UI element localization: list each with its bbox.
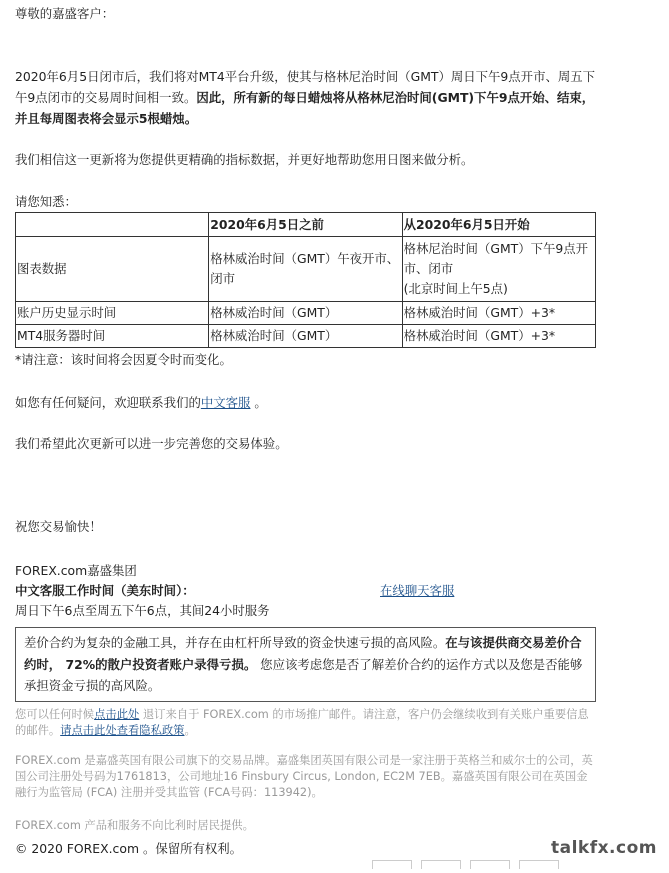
row-after-note: (北京时间上午5点) — [403, 281, 508, 296]
table-header — [16, 213, 209, 237]
unsubscribe-link[interactable]: 点击此处 — [94, 708, 140, 721]
dst-footnote: *请注意：该时间将会因夏令时而变化。 — [15, 352, 232, 367]
closing-paragraph: 我们希望此次更新可以进一步完善您的交易体验。 — [15, 436, 288, 451]
greeting: 尊敬的嘉盛客户： — [15, 6, 115, 21]
copyright: © 2020 FOREX.com 。保留所有权利。 — [15, 841, 243, 856]
notice-label: 请您知悉： — [15, 194, 77, 209]
support-hours: 周日下午6点至周五下午6点，其间24小时服务 — [15, 603, 270, 618]
table-header-row — [16, 213, 596, 237]
social-icon[interactable] — [372, 860, 412, 869]
risk-warning-box — [15, 627, 596, 702]
chinese-support-link[interactable]: 中文客服 — [200, 395, 251, 410]
unsub-prefix: 您可以任何时候 — [15, 708, 95, 721]
contact-prefix: 如您有任何疑问，欢迎联系我们的 — [15, 395, 201, 410]
legal-disclaimer: FOREX.com 是嘉盛英国有限公司旗下的交易品牌。嘉盛集团英国有限公司是一家注册于英格兰和威尔士的公司，英国公司注册处号码为1761813，公司地址16 Finsbury Circus, London, EC2M 7EB。嘉盛英国有限公司在英国金融行为监管局 (FCA) 注册并受其监管 (FCA号码：113942)。 — [15, 754, 593, 799]
unsub-suffix: 。 — [184, 724, 196, 737]
support-hours-label: 中文客服工作时间（美东时间）： — [15, 583, 195, 598]
sign-off: 祝您交易愉快！ — [15, 519, 102, 534]
unsubscribe-notice — [15, 707, 595, 739]
row-label: 账户历史显示时间 — [16, 302, 209, 325]
risk-text: 差价合约为复杂的金融工具，并存在由杠杆所导致的资金快速亏损的高风险。 — [24, 635, 446, 650]
upgrade-text: 2020年6月5日闭市后，我们将对MT4平台升级，使其与格林尼治时间（GMT）周日下午9点开市、周五下午9点闭市的交易周时间相一致。 — [15, 69, 596, 105]
contact-line — [15, 393, 267, 411]
row-label: 图表数据 — [16, 237, 209, 302]
social-icon[interactable] — [470, 860, 510, 869]
social-icon[interactable] — [519, 860, 559, 869]
row-after: 格林威治时间（GMT）+3* — [402, 302, 595, 325]
row-after-text: 格林尼治时间（GMT）下午9点开市、闭市 — [403, 241, 589, 276]
row-after: 格林威治时间（GMT）+3* — [402, 325, 595, 348]
social-icons-row — [372, 854, 568, 873]
brand-name: FOREX.com嘉盛集团 — [15, 563, 137, 578]
table-header: 2020年6月5日之前 — [209, 213, 402, 237]
time-comparison-table — [15, 212, 596, 348]
row-before: 格林威治时间（GMT） — [209, 325, 402, 348]
live-chat-link[interactable]: 在线聊天客服 — [380, 583, 455, 598]
region-disclaimer: FOREX.com 产品和服务不向比利时居民提供。 — [15, 819, 254, 832]
watermark: talkfx.com — [550, 838, 657, 858]
table-row — [16, 237, 596, 302]
privacy-policy-link[interactable]: 请点击此处查看隐私政策 — [60, 724, 185, 737]
contact-suffix: 。 — [250, 395, 267, 410]
row-after — [402, 237, 595, 302]
row-before: 格林威治时间（GMT） — [209, 302, 402, 325]
risk-text-bold: 在与该提供商交易差价合约时， 72%的散户投资者账户录得亏损。 — [24, 635, 582, 672]
row-label: MT4服务器时间 — [16, 325, 209, 348]
upgrade-announcement — [15, 66, 599, 129]
live-chat-container — [380, 581, 454, 599]
row-before: 格林威治时间（GMT）午夜开市、闭市 — [209, 237, 402, 302]
social-icon[interactable] — [421, 860, 461, 869]
benefit-paragraph: 我们相信这一更新将为您提供更精确的指标数据，并更好地帮助您用日图来做分析。 — [15, 152, 474, 167]
table-row — [16, 302, 596, 325]
table-header: 从2020年6月5日开始 — [402, 213, 595, 237]
upgrade-text-bold: 因此，所有新的每日蜡烛将从格林尼治时间(GMT)下午9点开始、结束，并且每周图表将会显示5根蜡烛。 — [15, 90, 595, 126]
risk-text-tail: 您应该考虑您是否了解差价合约的运作方式以及您是否能够承担资金亏损的高风险。 — [24, 656, 583, 693]
unsub-middle: 退订来自于 FOREX.com 的市场推广邮件。请注意，客户仍会继续收到有关账户重要信息的邮件。 — [15, 708, 589, 737]
table-row — [16, 325, 596, 348]
